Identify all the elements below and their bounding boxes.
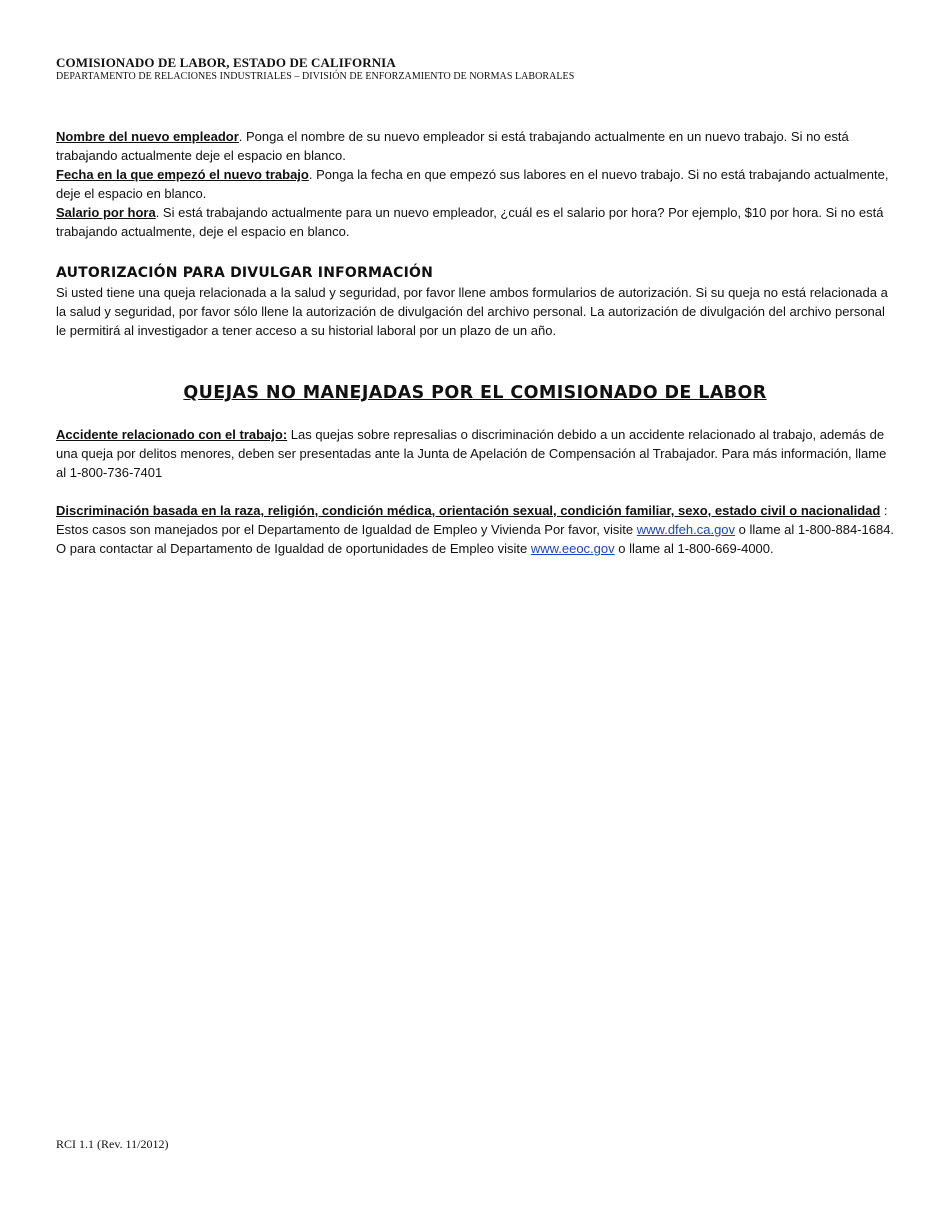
discrimination-section	[56, 501, 896, 558]
authorization-text: Si usted tiene una queja relacionada a la salud y seguridad, por favor llene ambos formularios de autorización. Si su queja no está relacionada a la salud y seguridad, por favor sólo llene la autorización de divulgación del archivo personal. La autorización de divulgación del archivo personal le permitirá al investigador a tener acceso a su historial laboral por un plazo de un año.	[56, 285, 888, 338]
not-handled-heading-text: QUEJAS NO MANEJADAS POR EL COMISIONADO DE LABOR	[183, 383, 767, 403]
hourly-wage-text: . Si está trabajando actualmente para un nuevo empleador, ¿cuál es el salario por hora? Por ejemplo, $10 por hora. Si no está trabajando actualmente, deje el espacio en blanco.	[56, 205, 884, 239]
discrimination-text-1: : Estos casos son manejados por el Departamento de Igualdad de Empleo y Vivienda Por favor, visite	[56, 503, 888, 537]
hourly-wage-label: Salario por hora	[56, 205, 156, 220]
start-date-paragraph	[56, 165, 896, 203]
new-employer-label: Nombre del nuevo empleador	[56, 129, 239, 144]
start-date-text: . Ponga la fecha en que empezó sus labores en el nuevo trabajo. Si no está trabajando actualmente, deje el espacio en blanco.	[56, 167, 889, 201]
start-date-label: Fecha en la que empezó el nuevo trabajo	[56, 167, 309, 182]
discrimination-paragraph	[56, 501, 896, 558]
authorization-section	[56, 264, 896, 340]
discrimination-text-3: o llame al 1-800-669-4000.	[614, 541, 774, 556]
new-employer-text: . Ponga el nombre de su nuevo empleador si está trabajando actualmente en un nuevo trabajo. Si no está trabajando actualmente deje el espacio en blanco.	[56, 129, 849, 163]
form-id-footer: RCI 1.1 (Rev. 11/2012)	[56, 1137, 169, 1151]
new-employer-paragraph	[56, 127, 896, 165]
discrimination-label: Discriminación basada en la raza, religión, condición médica, orientación sexual, condición familiar, sexo, estado civil o nacionalidad	[56, 503, 881, 518]
work-accident-text: Las quejas sobre represalias o discriminación debido a un accidente relacionado al trabajo, además de una queja por delitos menores, deben ser presentadas ante la Junta de Apelación de Compensación al Trabajador. Para más información, llame al 1-800-736-7401	[56, 427, 887, 480]
document-header	[56, 55, 574, 83]
discrimination-text-2: o llame al 1-800-884-1684. O para contactar al Departamento de Igualdad de oportunidades de Empleo visite	[56, 522, 895, 556]
work-accident-paragraph	[56, 425, 896, 482]
not-handled-heading	[0, 381, 950, 405]
authorization-heading: AUTORIZACIÓN PARA DIVULGAR INFORMACIÓN	[56, 265, 434, 281]
header-title: COMISIONADO DE LABOR, ESTADO DE CALIFORNIA	[56, 55, 396, 70]
dfeh-link[interactable]: www.dfeh.ca.gov	[636, 522, 736, 537]
work-accident-label: Accidente relacionado con el trabajo:	[56, 427, 288, 442]
work-accident-section	[56, 425, 896, 482]
header-subtitle: DEPARTAMENTO DE RELACIONES INDUSTRIALES – DIVISIÓN DE ENFORZAMIENTO DE NORMAS LABORALES	[56, 71, 575, 82]
eeoc-link[interactable]: www.eeoc.gov	[530, 541, 615, 556]
hourly-wage-paragraph	[56, 203, 896, 241]
employer-info-section	[56, 127, 896, 241]
